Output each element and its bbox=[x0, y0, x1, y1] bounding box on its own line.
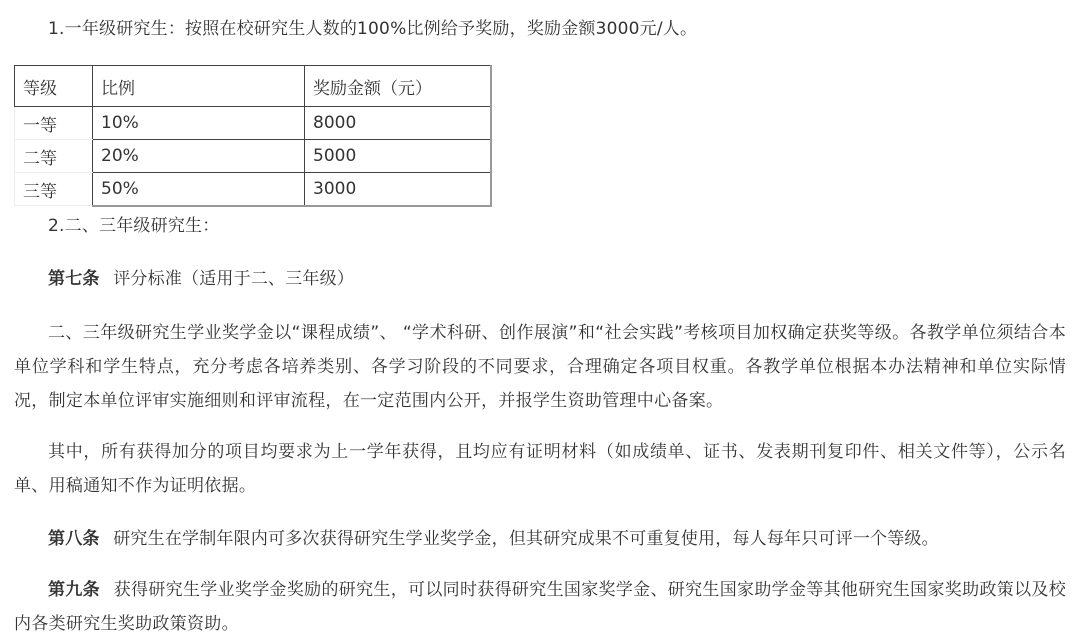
section2-line: 2.二、三年级研究生： bbox=[48, 216, 220, 236]
article9-paragraph bbox=[14, 573, 1066, 641]
article8-label: 第八条 bbox=[48, 529, 100, 549]
cell-ratio: 10% bbox=[93, 107, 305, 140]
article7-paragraph2: 其中，所有获得加分的项目均要求为上一学年获得，且均应有证明材料（如成绩单、证书、发表期刊复印件、相关文件等），公示名单、用稿通知不作为证明依据。 bbox=[14, 442, 1066, 496]
intro-line-first-year: 1.一年级研究生：按照在校研究生人数的100%比例给予奖励，奖励金额3000元/人。 bbox=[48, 19, 698, 39]
table-row bbox=[15, 173, 491, 206]
cell-ratio: 50% bbox=[93, 173, 305, 206]
article7-heading bbox=[48, 269, 354, 289]
article9-label: 第九条 bbox=[48, 580, 100, 600]
award-table bbox=[14, 65, 492, 207]
cell-amount: 8000 bbox=[305, 107, 491, 140]
article8-text: 研究生在学制年限内可多次获得研究生学业奖学金，但其研究成果不可重复使用，每人每年只可评一个等级。 bbox=[113, 529, 939, 549]
header-amount: 奖励金额（元） bbox=[305, 66, 491, 107]
article9-text: 获得研究生学业奖学金奖励的研究生，可以同时获得研究生国家奖学金、研究生国家助学金等其他研究生国家奖助政策以及校内各类研究生奖助政策资助。 bbox=[14, 580, 1066, 634]
header-ratio: 比例 bbox=[93, 66, 305, 107]
cell-level: 一等 bbox=[15, 107, 93, 140]
article7-paragraph1: 二、三年级研究生学业奖学金以“课程成绩”、 “学术科研、创作展演”和“社会实践”考核项目加权确定获奖等级。各教学单位须结合本单位学科和学生特点，充分考虑各培养类别、各学习阶段的不同要求，合理确定各项目权重。各教学单位根据本办法精神和单位实际情况，制定本单位评审实施细则和评审流程，在一定范围内公开，并报学生资助管理中心备案。 bbox=[14, 323, 1066, 411]
article8-paragraph bbox=[48, 529, 939, 549]
article7-label: 第七条 bbox=[48, 269, 100, 289]
cell-amount: 5000 bbox=[305, 140, 491, 173]
table-row bbox=[15, 107, 491, 140]
cell-amount: 3000 bbox=[305, 173, 491, 206]
article7-title: 评分标准（适用于二、三年级） bbox=[113, 269, 355, 289]
award-table-header-row bbox=[15, 66, 491, 107]
table-row bbox=[15, 140, 491, 173]
header-level: 等级 bbox=[15, 66, 93, 107]
cell-level: 二等 bbox=[15, 140, 93, 173]
cell-level: 三等 bbox=[15, 173, 93, 206]
cell-ratio: 20% bbox=[93, 140, 305, 173]
